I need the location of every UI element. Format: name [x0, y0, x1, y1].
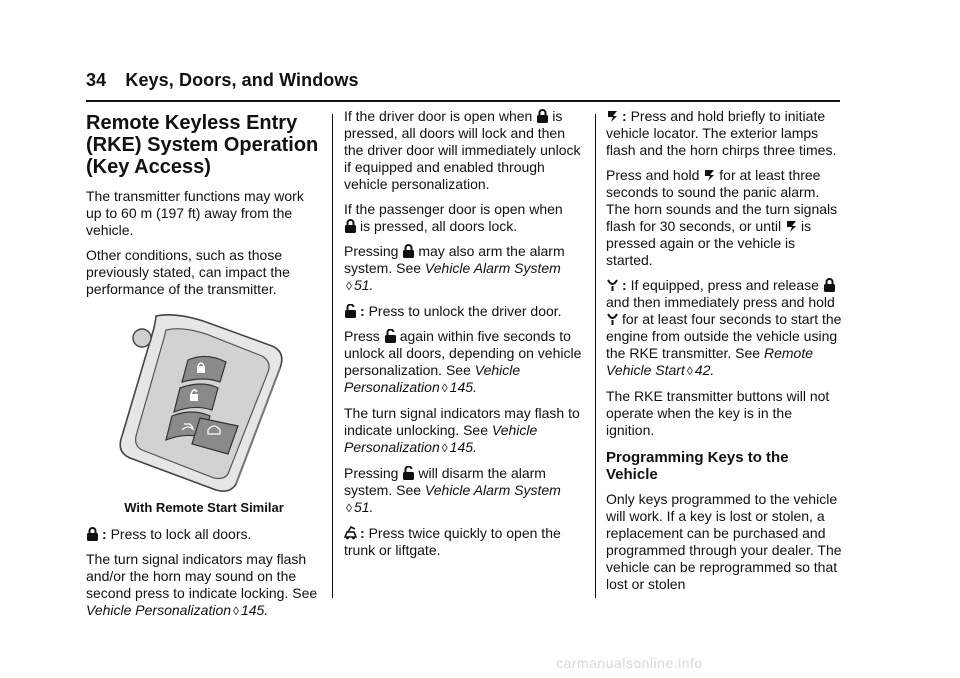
- programming-paragraph: Only keys programmed to the vehicle will work. If a key is lost or stolen, a replacement can be purchased and programmed through your dealer. The vehicle can be reprogrammed so that lost or stolen: [606, 491, 842, 592]
- trunk-icon: [344, 526, 357, 540]
- lock-icon: [536, 109, 549, 123]
- column-1: [86, 108, 322, 628]
- panic-alarm-paragraph: Press and hold for at least three seconds to sound the panic alarm. The horn sounds and the turn signals flash for 30 seconds, or until is pressed again or the vehicle is started.: [606, 167, 838, 268]
- arm-alarm-paragraph: Pressing may also arm the alarm system. See Vehicle Alarm System ◊ 51.: [344, 243, 565, 293]
- cross-reference: Vehicle Personalization: [344, 422, 538, 455]
- driver-door-paragraph: If the driver door is open when is pressed, all doors will lock and then the driver door will immediately unlock if equipped and enabled through vehicle personalization.: [344, 108, 581, 192]
- trunk-button-description: : Press twice quickly to open the trunk or liftgate.: [344, 525, 561, 558]
- disarm-alarm-paragraph: Pressing will disarm the alarm system. See Vehicle Alarm System ◊ 51.: [344, 465, 561, 515]
- locator-button-description: : Press and hold briefly to initiate vehicle locator. The exterior lamps flash and the horn chirps three times.: [606, 108, 837, 158]
- cross-reference: Vehicle Alarm System: [424, 482, 561, 498]
- ignition-paragraph: The RKE transmitter buttons will not operate when the key is in the ignition.: [606, 388, 830, 438]
- subsection-title: Programming Keys to the Vehicle: [606, 449, 789, 483]
- chapter-title: Keys, Doors, and Windows: [125, 70, 359, 90]
- page-ref-symbol: ◊: [441, 441, 448, 455]
- section-title: Remote Keyless Entry (RKE) System Operation (Key Access): [86, 112, 319, 178]
- range-paragraph: The transmitter functions may work up to 60 m (197 ft) away from the vehicle.: [86, 188, 304, 238]
- cross-reference: Vehicle Personalization: [86, 602, 232, 618]
- column-2: [344, 108, 582, 567]
- unlock-flash-paragraph: The turn signal indicators may flash to indicate unlocking. See Vehicle Personalization ◊ 145.: [344, 405, 580, 455]
- locking-paragraph: The turn signal indicators may flash and/or the horn may sound on the second press to indicate locking. See Vehicle Personalization ◊ 145.: [86, 551, 318, 618]
- column-divider-2: [595, 114, 596, 598]
- vehicle-locator-panic-icon: [703, 168, 716, 182]
- cross-reference: Vehicle Personalization: [344, 362, 521, 395]
- key-fob-illustration: [86, 308, 322, 493]
- unlock-button-description: : Press to unlock the driver door.: [344, 303, 582, 320]
- page-ref-symbol: ◊: [346, 501, 352, 515]
- figure-caption: With Remote Start Similar: [124, 500, 284, 515]
- unlock-icon: [344, 304, 357, 318]
- page-number: 34: [86, 70, 107, 90]
- cross-reference: Remote Vehicle Start: [606, 345, 813, 378]
- lock-icon: [344, 219, 357, 233]
- watermark: carmanualsonline.info: [556, 655, 703, 671]
- lock-icon: [823, 278, 836, 292]
- remote-start-icon: [606, 312, 619, 326]
- passenger-door-paragraph: If the passenger door is open when is pressed, all doors lock.: [344, 201, 563, 234]
- unlock-all-paragraph: Press again within five seconds to unlock all doors, depending on vehicle personalization. See Vehicle Personalization ◊ 145.: [344, 328, 582, 395]
- vehicle-locator-panic-icon: [606, 109, 619, 123]
- lock-icon: [402, 244, 415, 258]
- vehicle-locator-panic-icon: [785, 219, 798, 233]
- unlock-icon: [402, 466, 415, 480]
- lock-icon: [86, 527, 99, 541]
- remote-start-paragraph: : If equipped, press and release and then immediately press and hold for at least four seconds to start the engine from outside the vehicle using the RKE transmitter. See Remote Vehicle Start ◊ 42.: [606, 277, 842, 378]
- page-ref-symbol: ◊: [233, 604, 239, 618]
- remote-start-icon: [606, 278, 619, 292]
- conditions-paragraph: Other conditions, such as those previously stated, can impact the performance of the transmitter.: [86, 247, 290, 297]
- unlock-icon: [384, 329, 397, 343]
- page-ref-symbol: ◊: [686, 364, 693, 378]
- page-ref-symbol: ◊: [346, 279, 352, 293]
- column-divider-1: [332, 114, 333, 598]
- header-rule: [86, 100, 840, 102]
- column-3: [606, 108, 842, 601]
- running-header: [86, 70, 359, 91]
- cross-reference: Vehicle Alarm System: [424, 260, 561, 276]
- lock-button-description: : Press to lock all doors.: [86, 526, 322, 543]
- page-ref-symbol: ◊: [441, 381, 448, 395]
